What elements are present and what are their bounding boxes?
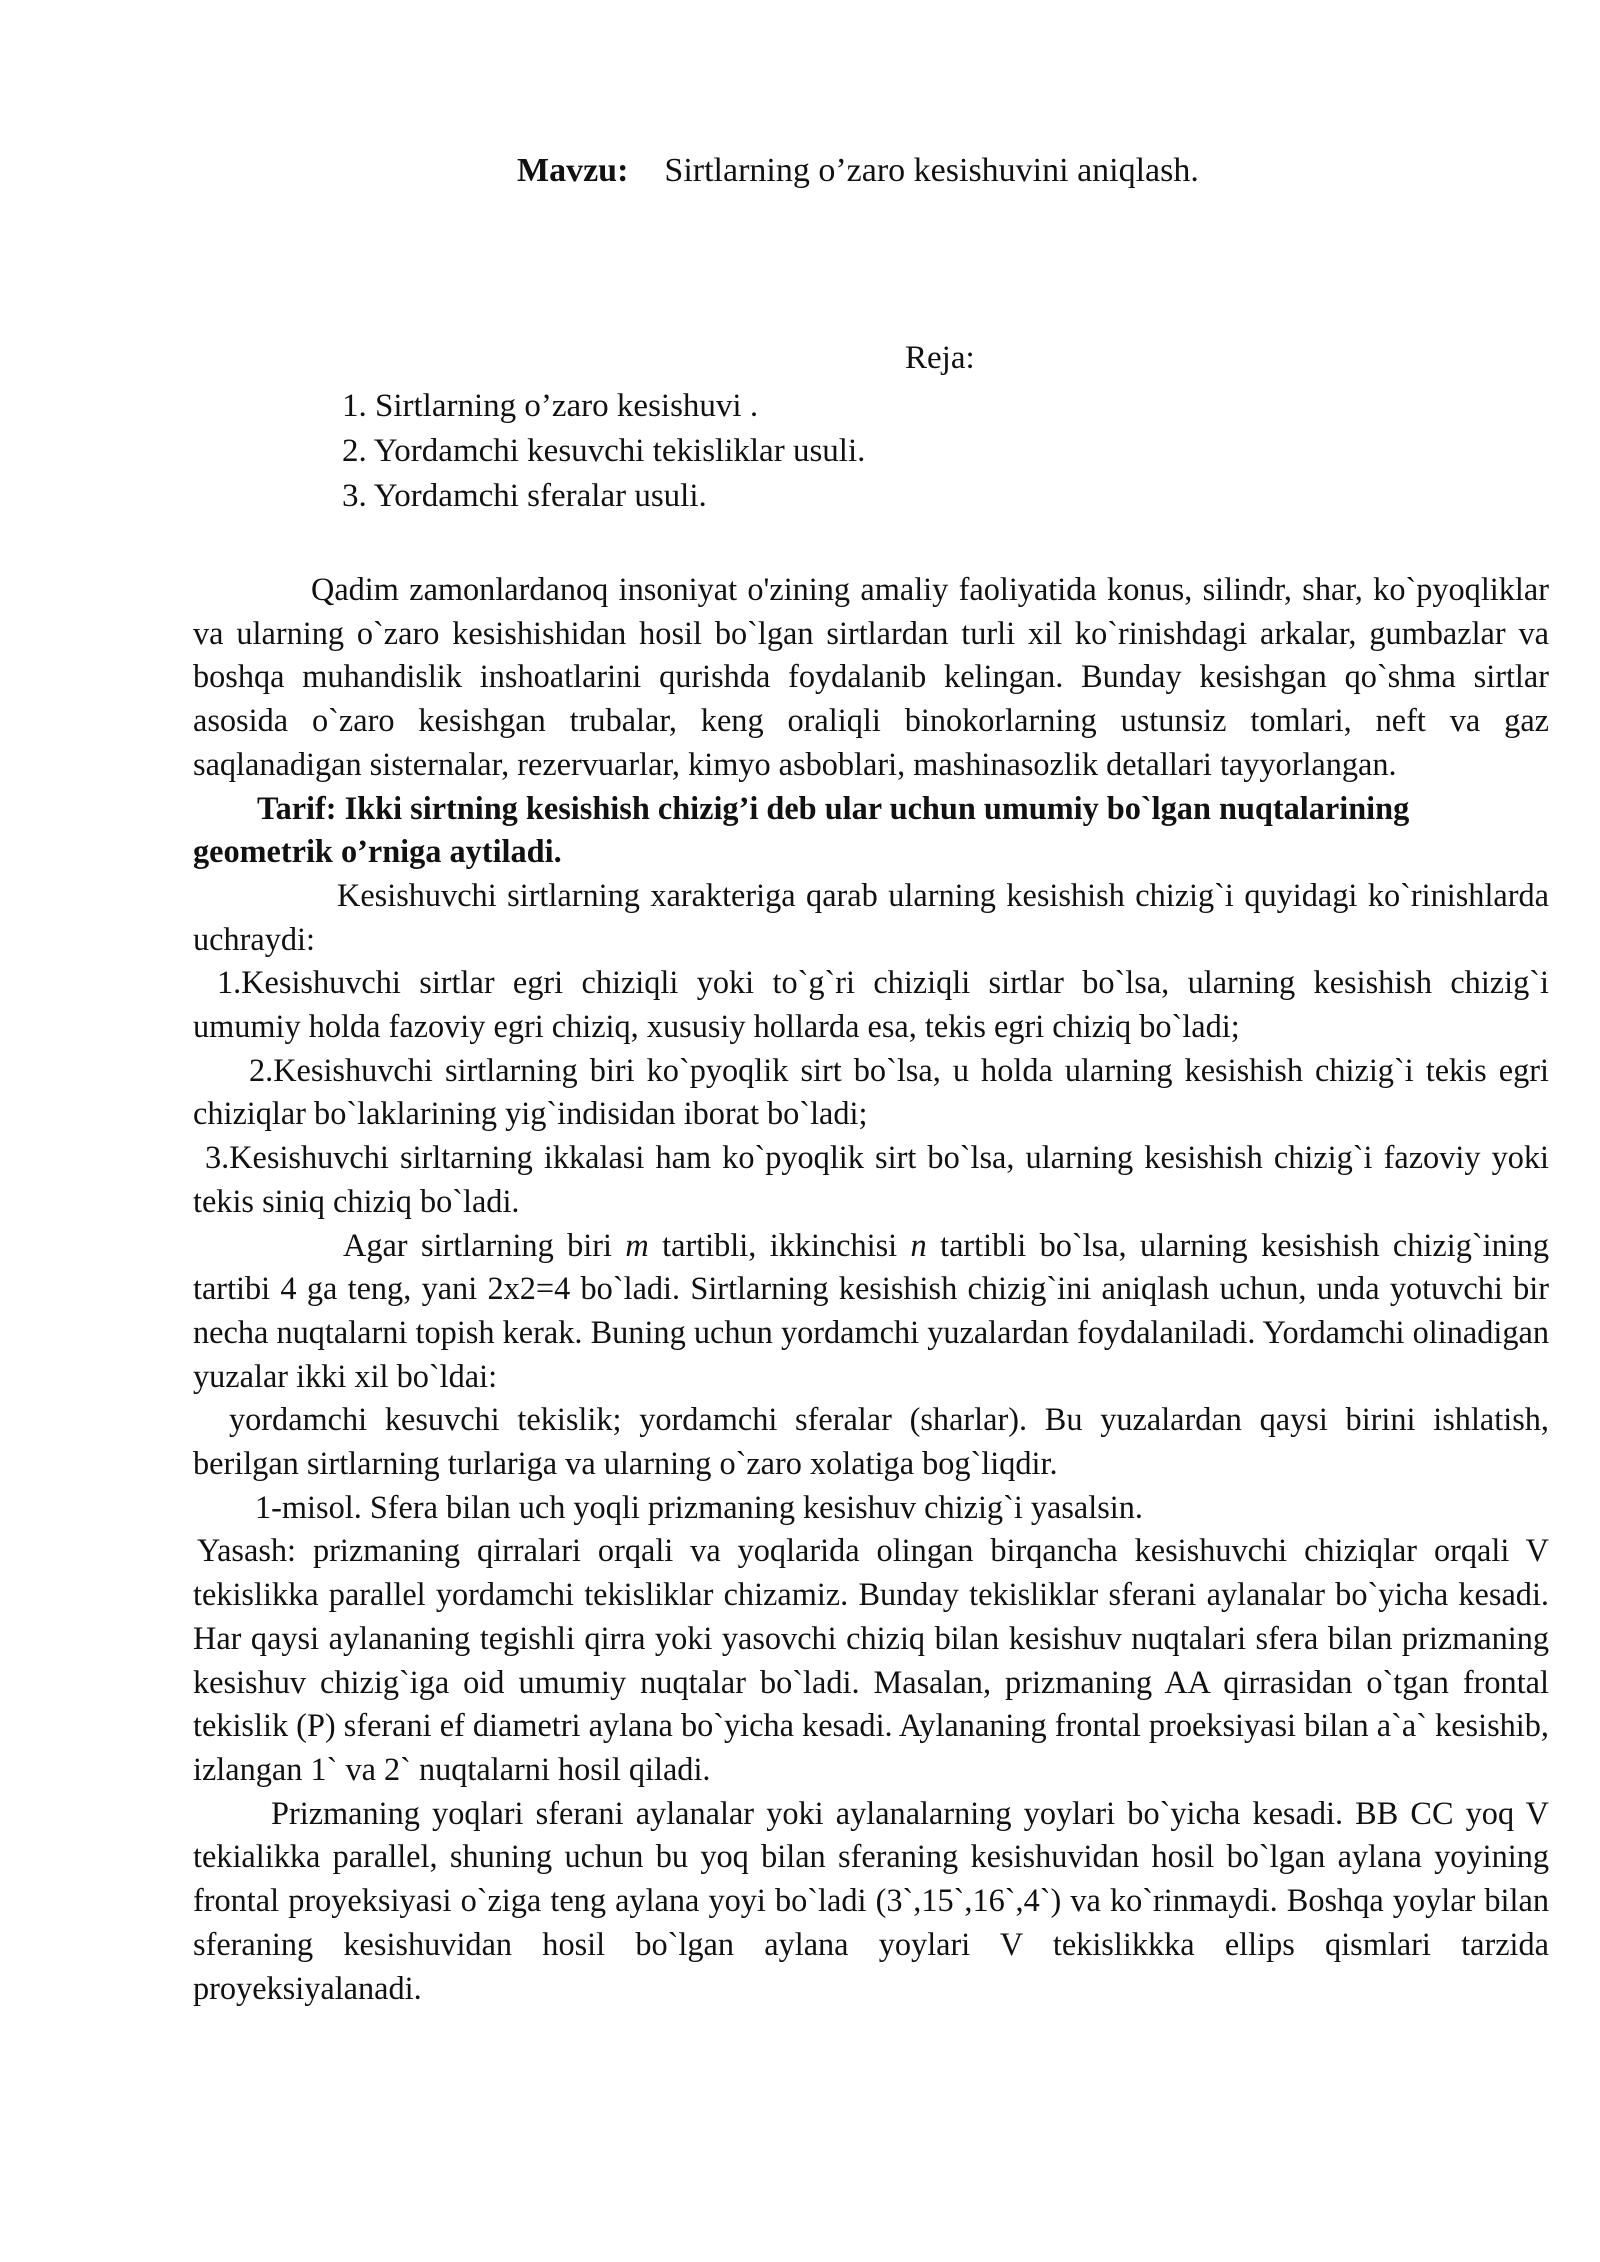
paragraph-intersection-types: Kesishuvchi sirtlarning xarakteriga qarab ularning kesishish chizig`i quyidagi ko`rinishlarda uchraydi:: [193, 876, 1549, 957]
title-text: Sirtlarning o’zaro kesishuvini aniqlash.: [664, 152, 1199, 189]
paragraph-intro: Qadim zamonlardanoq insoniyat o'zining amaliy faoliyatida konus, silindr, shar, ko`pyoqliklar va ularning o`zaro kesishishidan hosil bo`lgan sirtlardan turli xil ko`rinishdagi arkalar, gumbazlar va boshqa muhandislik inshoatlarini qurishda foydalanib kelingan. Bunday kesishgan qo`shma sirtlar asosida o`zaro kesishgan trubalar, keng oraliqli binokorlarning ustunsiz tomlari, neft va gaz saqlanadigan sisternalar, rezervuarlar, kimyo asboblari, mashinasozlik detallari tayyorlangan.: [193, 571, 1549, 782]
paragraph-order: [193, 1224, 1549, 1399]
plan-item: 3. Yordamchi sferalar usuli.: [342, 478, 707, 514]
variable-n: n: [910, 1226, 927, 1263]
case-item-1: 1.Kesishuvchi sirtlar egri chiziqli yoki to`g`ri chiziqli sirtlar bo`lsa, ularning kesishish chizig`i umumiy holda fazoviy egri chiziq, xususiy hollarda esa, tekis egri chiziq bo`ladi;: [193, 964, 1549, 1045]
paragraph-prism-faces: Prizmaning yoqlari sferani aylanalar yoki aylanalarning yoylari bo`yicha kesadi. BB CC yoq V tekialikka parallel, shuning uchun bu yoq bilan sferaning kesishuvidan hosil bo`lgan aylana yoyining frontal proyeksiyasi o`ziga teng aylana yoyi bo`ladi (3`,15`,16`,4`) va ko`rinmaydi. Boshqa yoylar bilan sferaning kesishuvidan hosil bo`lgan aylana yoylari V tekislikkka ellips qismlari tarzida proyeksiyalanadi.: [193, 1794, 1549, 2006]
example-heading: 1-misol. Sfera bilan uch yoqli prizmaning kesishuv chizig`i yasalsin.: [255, 1488, 1143, 1525]
case-item-2: 2.Kesishuvchi sirtlarning biri ko`pyoqlik sirt bo`lsa, u holda ularning kesishish chizig`i tekis egri chiziqlar bo`laklarining yig`indisidan iborat bo`ladi;: [193, 1051, 1549, 1132]
plan-list: [342, 384, 865, 519]
document-title: [517, 152, 1199, 190]
paragraph-auxiliary-surfaces: yordamchi kesuvchi tekislik; yordamchi sferalar (sharlar). Bu yuzalardan qaysi birini ishlatish, berilgan sirtlarning turlariga va ularning o`zaro xolatiga bog`liqdir.: [193, 1401, 1549, 1482]
paragraph-order-part-a: Agar sirtlarning biri: [343, 1226, 626, 1263]
definition-paragraph: Tarif: Ikki sirtning kesishish chizig’i deb ular uchun umumiy bo`lgan nuqtalarining geometrik o’rniga aytiladi.: [193, 789, 1410, 870]
paragraph-order-part-b: tartibli, ikkinchisi: [648, 1226, 911, 1263]
variable-m: m: [625, 1226, 649, 1263]
title-label: Mavzu:: [517, 152, 629, 189]
plan-item: 2. Yordamchi kesuvchi tekisliklar usuli.: [342, 433, 866, 469]
plan-item: 1. Sirtlarning o’zaro kesishuvi .: [342, 388, 759, 424]
solution-paragraph: Yasash: prizmaning qirralari orqali va yoqlarida olingan birqancha kesishuvchi chiziqlar orqali V tekislikka parallel yordamchi tekisliklar chizamiz. Bunday tekisliklar sferani aylanalar bo`yicha kesadi. Har qaysi aylananing tegishli qirra yoki yasovchi chiziq bilan kesishuv nuqtalari sfera bilan prizmaning kesishuv chizig`iga oid umumiy nuqtalar bo`ladi. Masalan, prizmaning AA qirrasidan o`tgan frontal tekislik (P) sferani ef diametri aylana bo`yicha kesadi. Aylananing frontal proeksiyasi bilan a`a` kesishib, izlangan 1` va 2` nuqtalarni hosil qiladi.: [193, 1532, 1549, 1787]
case-item-3: 3.Kesishuvchi sirltarning ikkalasi ham ko`pyoqlik sirt bo`lsa, ularning kesishish chizig`i fazoviy yoki tekis siniq chiziq bo`ladi.: [193, 1139, 1549, 1219]
document-body: [193, 568, 1549, 2010]
paragraph-order-part-c: tartibli bo`lsa, ularning kesishish chizig`ining tartibi 4 ga teng, yani 2x2=4 bo`ladi. Sirtlarning kesishish chizig`ini aniqlash uchun, unda yotuvchi bir necha nuqtalarni topish kerak. Buning uchun yordamchi yuzalardan foydalaniladi. Yordamchi olinadigan yuzalar ikki xil bo`ldai:: [193, 1226, 1549, 1394]
plan-heading: Reja:: [905, 340, 975, 376]
